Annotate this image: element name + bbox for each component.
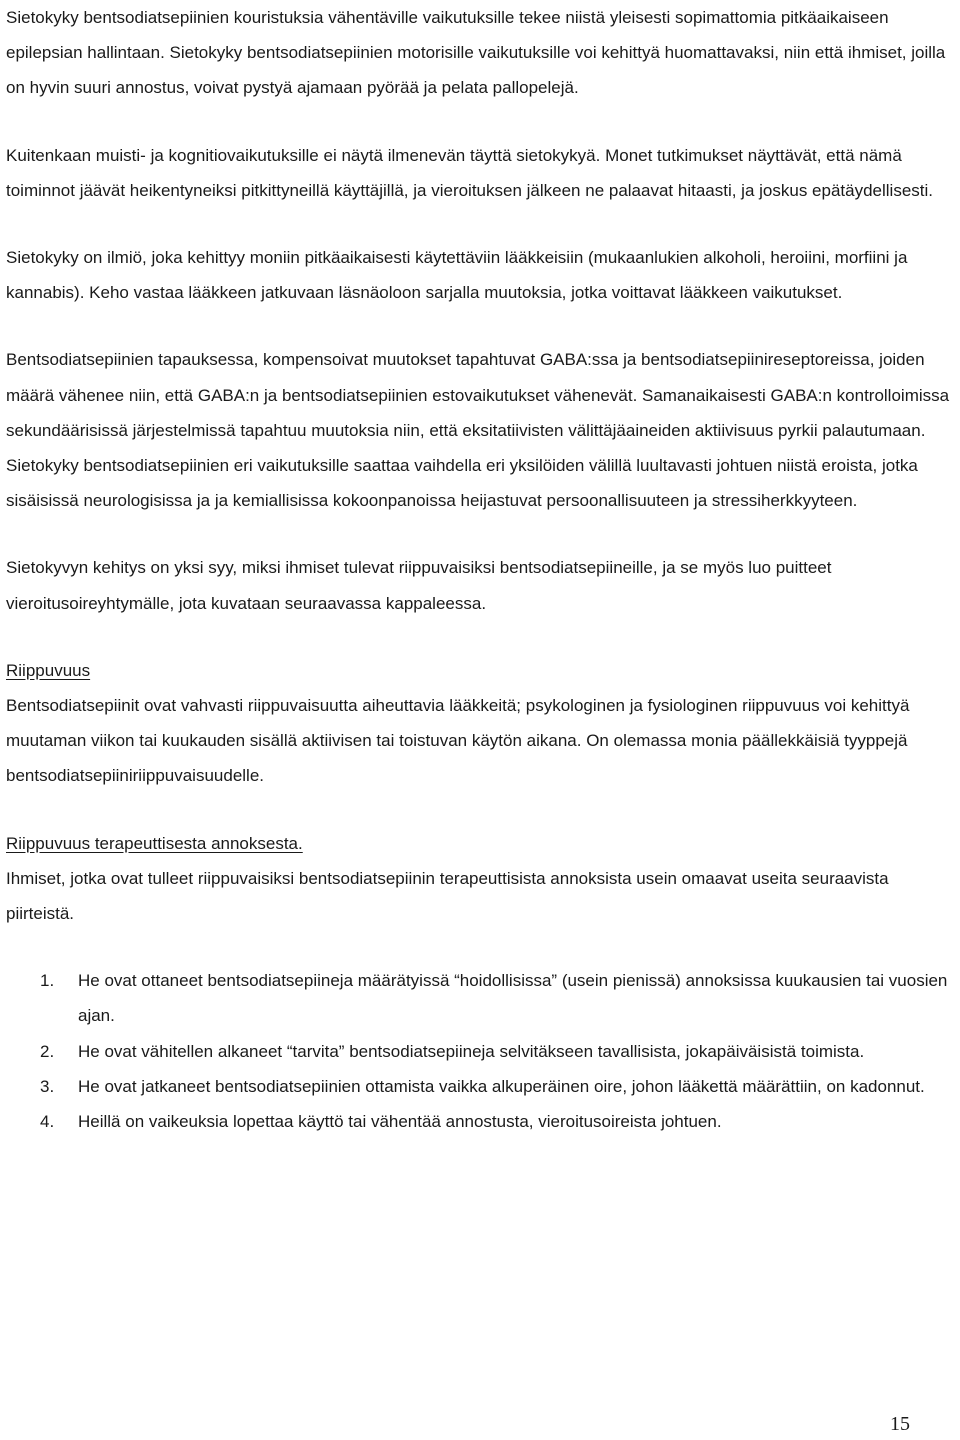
- paragraph-gaba-changes: Bentsodiatsepiinien tapauksessa, kompensoivat muutokset tapahtuvat GABA:ssa ja bentsodiatsepiinireseptoreissa, joiden määrä vähenee niin, että GABA:n ja bentsodiatsepiinien estovaikutukset vähenevät. Samanaikaisesti GABA:n kontrolloimissa sekundäärisissä järjestelmissä tapahtuu muutoksia niin, että eksitatiivisten välittäjäaineiden aktiivisuus pyrkii palautumaan. Sietokyky bentsodiatsepiinien eri vaikutuksille saattaa vaihdella eri yksilöiden välillä luultavasti johtuen niistä eroista, jotka sisäisissä neurologisissa ja ja kemiallisissa kokoonpanoissa heijastuvat persoonallisuuteen ja stressiherkkyyteen.: [6, 350, 950, 511]
- list-item-text: Heillä on vaikeuksia lopettaa käyttö tai vähentää annostusta, vieroitusoireista johtuen.: [78, 1112, 722, 1132]
- numbered-list: [6, 963, 960, 1139]
- paragraph-gap: [6, 794, 960, 826]
- paragraph-tolerance-phenomenon: Sietokyky on ilmiö, joka kehittyy moniin pitkäaikaisesti käytettäviin lääkkeisiin (mukaanlukien alkoholi, heroiini, morfiini ja kannabis). Keho vastaa lääkkeen jatkuvaan läsnäoloon sarjalla muutoksia, jotka voittavat lääkkeen vaikutukset.: [6, 248, 908, 303]
- document-page: [6, 0, 960, 1139]
- list-item-text: He ovat ottaneet bentsodiatsepiineja määrätyissä “hoidollisissa” (usein pienissä) annoksissa kuukausien tai vuosien ajan.: [78, 971, 948, 1026]
- paragraph-gap: [6, 621, 960, 653]
- list-item-number: 1.: [40, 971, 55, 991]
- list-item-text: He ovat vähitellen alkaneet “tarvita” bentsodiatsepiineja selvitäkseen tavallisista, jokapäiväisistä toimista.: [78, 1041, 865, 1061]
- page-number: 15: [890, 1413, 910, 1435]
- list-item-text: He ovat jatkaneet bentsodiatsepiinien ottamista vaikka alkuperäinen oire, johon lääkettä määrättiin, on kadonnut.: [78, 1076, 925, 1096]
- paragraph-dependence: Bentsodiatsepiinit ovat vahvasti riippuvaisuutta aiheuttavia lääkkeitä; psykologinen ja fysiologinen riippuvuus voi kehittyä muutaman viikon tai kuukauden sisällä aktiivisen tai toistuvan käytön aikana. On olemassa monia päällekkäisiä tyyppejä bentsodiatsepiiniriippuvaisuudelle.: [6, 696, 910, 786]
- list-item: [6, 1034, 960, 1069]
- paragraph-therapeutic-intro: Ihmiset, jotka ovat tulleet riippuvaisiksi bentsodiatsepiinin terapeuttisista annoksista usein omaavat useita seuraavista piirteistä.: [6, 868, 889, 924]
- list-item-number: 3.: [40, 1076, 55, 1096]
- section-heading-therapeutic-dose: Riippuvuus terapeuttisesta annoksesta.: [6, 833, 303, 853]
- paragraph-gap: [6, 310, 960, 342]
- paragraph-memory-cognition: Kuitenkaan muisti- ja kognitiovaikutuksille ei näytä ilmenevän täyttä sietokykyä. Monet tutkimukset näyttävät, että nämä toiminnot jäävät heikentyneiksi pitkittyneillä käyttäjillä, ja vieroituksen jälkeen ne palaavat hitaasti, ja joskus epätäydellisesti.: [6, 145, 933, 200]
- list-item-number: 2.: [40, 1041, 55, 1061]
- list-item: [6, 963, 960, 1033]
- paragraph-gap: [6, 106, 960, 138]
- paragraph-tolerance-effects: Sietokyky bentsodiatsepiinien kouristuksia vähentäville vaikutuksille tekee niistä yleisesti sopimattomia pitkäaikaiseen epilepsian hallintaan. Sietokyky bentsodiatsepiinien motorisille vaikutuksille voi kehittyä huomattavaksi, niin että ihmiset, joilla on hyvin suuri annostus, voivat pystyä ajamaan pyörää ja pelata pallopelejä.: [6, 8, 946, 98]
- list-item: [6, 1104, 960, 1139]
- list-item-number: 4.: [40, 1112, 55, 1132]
- paragraph-gap: [6, 931, 960, 963]
- paragraph-tolerance-development: Sietokyvyn kehitys on yksi syy, miksi ihmiset tulevat riippuvaisiksi bentsodiatsepiineille, ja se myös luo puitteet vieroitusoireyhtymälle, jota kuvataan seuraavassa kappaleessa.: [6, 558, 832, 613]
- paragraph-gap: [6, 518, 960, 550]
- list-item: [6, 1069, 960, 1104]
- section-heading-riippuvuus: Riippuvuus: [6, 660, 91, 680]
- paragraph-gap: [6, 208, 960, 240]
